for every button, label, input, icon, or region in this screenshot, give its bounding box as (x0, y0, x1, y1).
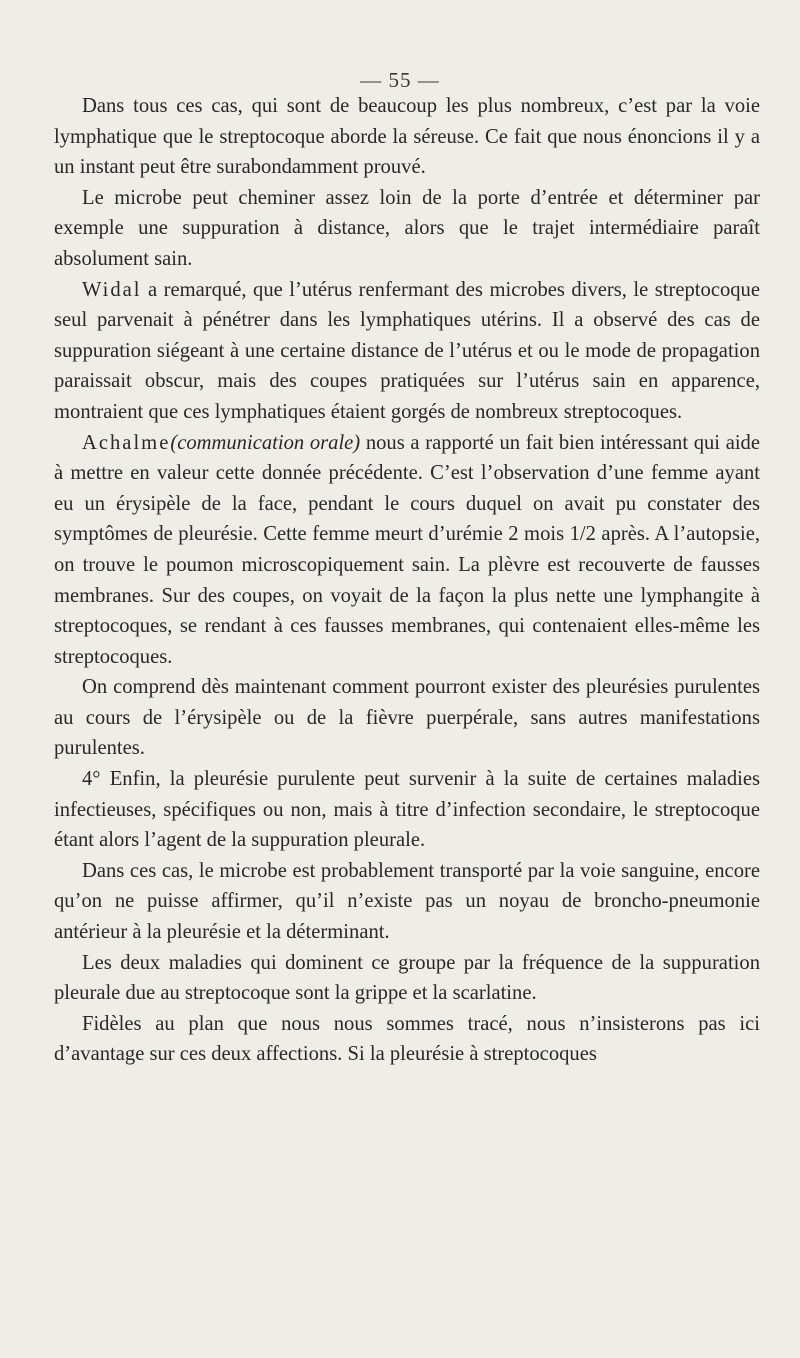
paragraph-6 (54, 764, 760, 856)
paragraph-9 (54, 1009, 760, 1070)
paragraph-2 (54, 183, 760, 275)
paragraph-1 (54, 91, 760, 183)
page-number: — 55 — (360, 68, 440, 92)
paragraph-6-text: 4° Enfin, la pleurésie purulente peut survenir à la suite de certaines maladies infectieuses, spécifiques ou non, mais à titre d’infection secondaire, le streptocoque étant alors l’agent de la suppuration pleurale. (54, 768, 760, 852)
citation-italic: (communication orale) (170, 431, 361, 454)
body-text (54, 91, 760, 1070)
author-name-achalme: Achalme (82, 431, 171, 454)
paragraph-8-text: Les deux maladies qui dominent ce groupe par la fréquence de la suppuration pleurale due au streptocoque sont la grippe et la scarlatine. (54, 951, 760, 1005)
paragraph-5-text: On comprend dès maintenant comment pourront exister des pleurésies purulentes au cours de l’érysipèle ou de la fièvre puerpérale, sans autres manifestations purulentes. (54, 676, 760, 760)
paragraph-1-text: Dans tous ces cas, qui sont de beaucoup les plus nombreux, c’est par la voie lymphatique que le streptocoque aborde la séreuse. Ce fait que nous énoncions il y a un instant peut être surabondamment prouvé. (54, 95, 760, 179)
paragraph-9-text: Fidèles au plan que nous nous sommes tracé, nous n’insisterons pas ici d’avantage sur ces deux affections. Si la pleurésie à streptocoques (54, 1012, 760, 1066)
paragraph-7-text: Dans ces cas, le microbe est probablement transporté par la voie sanguine, encore qu’on ne puisse affirmer, qu’il n’existe pas un noyau de broncho-pneumonie antérieur à la pleurésie et la déterminant. (54, 859, 760, 944)
paragraph-8 (54, 948, 760, 1009)
paragraph-4 (54, 428, 760, 673)
author-name-widal: Widal (82, 278, 142, 301)
paragraph-4-text: nous a rapporté un fait bien intéressant qui aide à mettre en valeur cette donnée précédente. C’est l’observation d’une femme ayant eu un érysipèle de la face, pendant le cours duquel on avait pu constater des symptômes de pleurésie. Cette femme meurt d’urémie 2 mois 1/2 après. A l’autopsie, on trouve le poumon microscopiquement sain. La plèvre est recouverte de fausses membranes. Sur des coupes, on voyait de la façon la plus nette une lymphangite à streptocoques, se rendant à ces fausses membranes, qui contenaient elles-même les streptocoques. (54, 431, 760, 668)
paragraph-3 (54, 275, 760, 428)
paragraph-3-text: a remarqué, que l’utérus renfermant des microbes divers, le streptocoque seul parvenait à pénétrer dans les lymphatiques utérins. Il a observé des cas de suppuration siégeant à une certaine distance de l’utérus et ou le mode de propagation paraissait obscur, mais des coupes pratiquées sur l’utérus sain en apparence, montraient que ces lymphatiques étaient gorgés de nombreux streptocoques. (54, 278, 760, 423)
paragraph-2-text: Le microbe peut cheminer assez loin de la porte d’entrée et déterminer par exemple une suppuration à distance, alors que le trajet intermédiaire paraît absolument sain. (54, 186, 760, 270)
paragraph-7 (54, 856, 760, 948)
paragraph-5 (54, 672, 760, 764)
